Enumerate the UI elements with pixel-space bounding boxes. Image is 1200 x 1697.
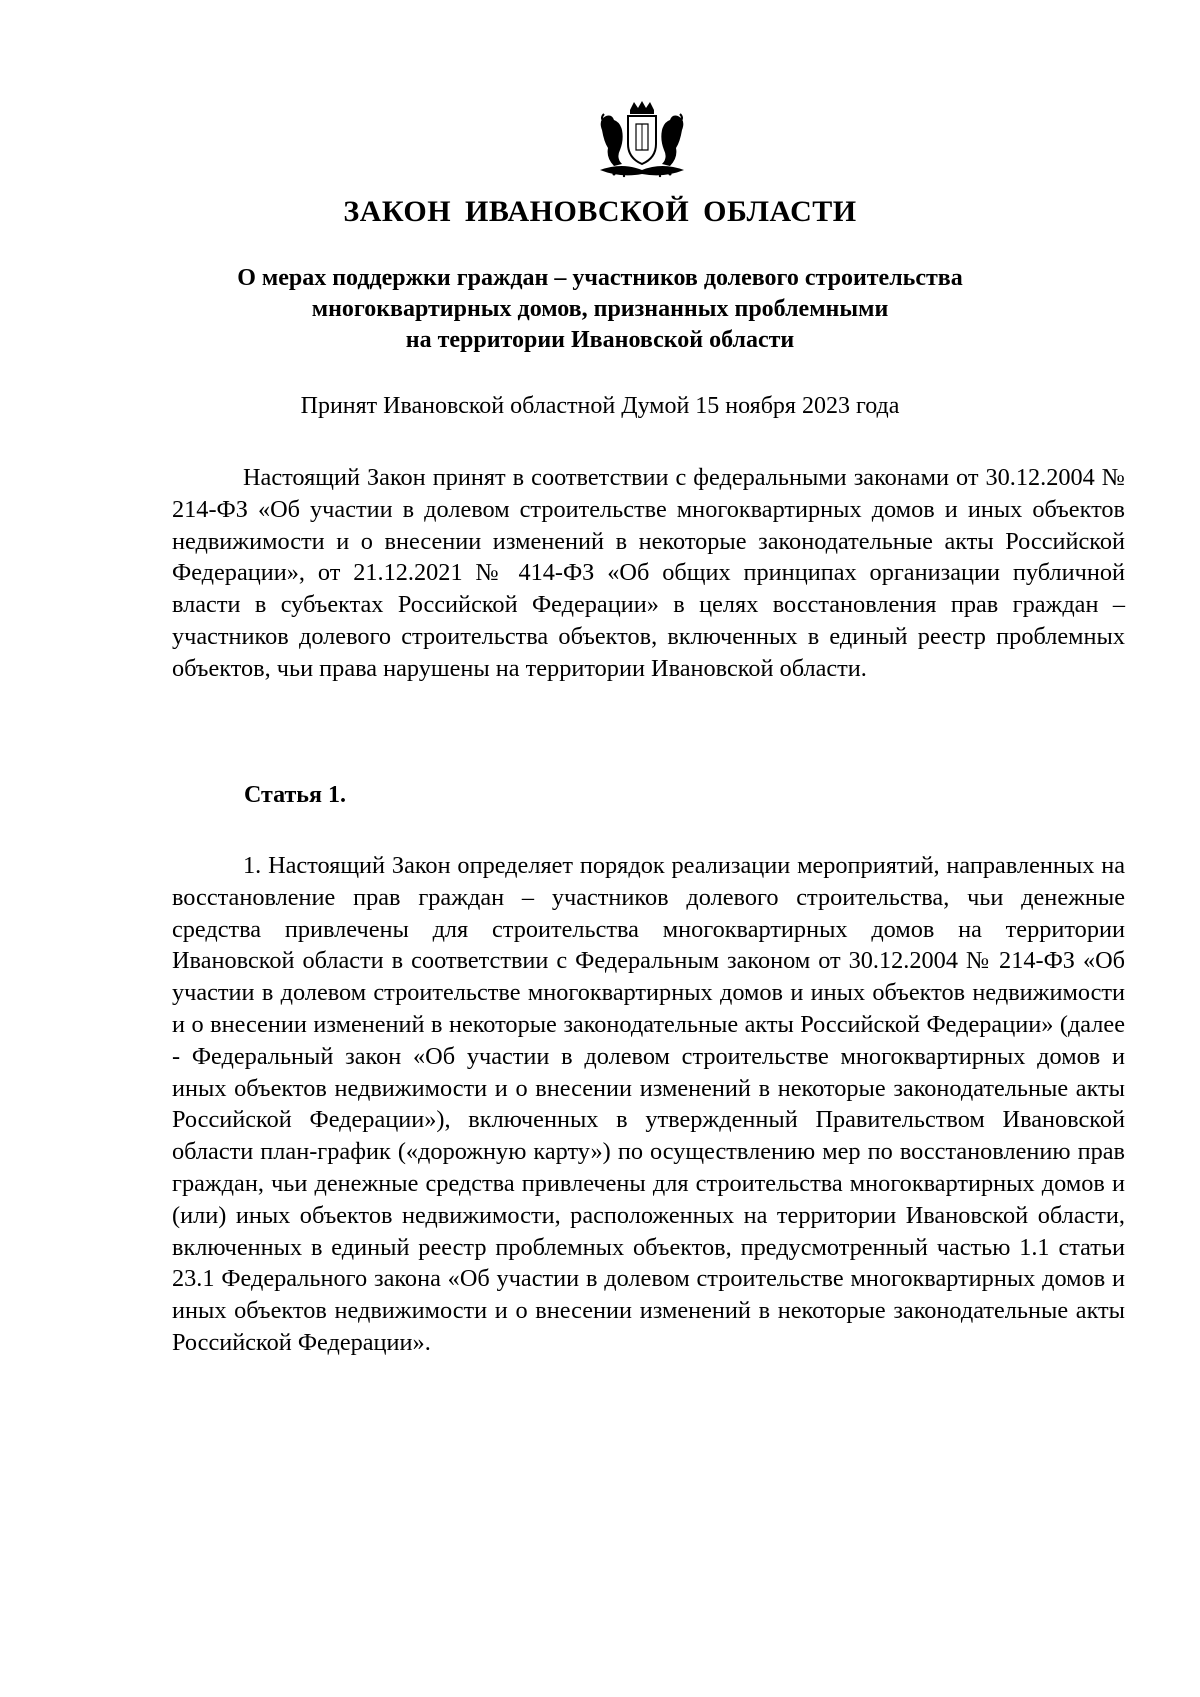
article-1-paragraph-1: 1. Настоящий Закон определяет порядок реализации мероприятий, направленных на восстановление прав граждан – участников долевого строительства, чьи денежные средства привлечены для строительства многоквартирных домов на территории Ивановской области в соответствии с Федеральным законом от 30.12.2004 № 214-ФЗ «Об участии в долевом строительстве многоквартирных домов и иных объектов недвижимости и о внесении изменений в некоторые законодательные акты Российской Федерации» (далее - Федеральный закон «Об участии в долевом строительстве многоквартирных домов и иных объектов недвижимости и о внесении изменений в некоторые законодательные акты Российской Федерации»), включенных в утвержденный Правительством Ивановской области план-график («дорожную карту») по осуществлению мер по восстановлению прав граждан, чьи денежные средства привлечены для строительства многоквартирных домов и (или) иных объектов недвижимости, расположенных на территории Ивановской области, включенных в единый реестр проблемных объектов, предусмотренный частью 1.1 статьи 23.1 Федерального закона «Об участии в долевом строительстве многоквартирных домов и иных объектов недвижимости и о внесении изменений в некоторые законодательные акты Российской Федерации». xyxy=(172,852,1125,1356)
law-title-line: О мерах поддержки граждан – участников долевого строительства xyxy=(237,265,963,291)
law-title-line: на территории Ивановской области xyxy=(405,327,795,353)
adoption-statement: Принят Ивановской областной Думой 15 ноября 2023 года xyxy=(300,393,900,419)
law-title xyxy=(150,263,1050,356)
coat-of-arms-icon xyxy=(594,100,690,180)
law-title-line: многоквартирных домов, признанных проблемными xyxy=(311,296,889,322)
article-1-heading: Статья 1. xyxy=(244,782,346,808)
preamble-paragraph: Настоящий Закон принят в соответствии с федеральными законами от 30.12.2004 № 214-ФЗ «Об участии в долевом строительстве многоквартирных домов и иных объектов недвижимости и о внесении изменений в некоторые законодательные акты Российской Федерации», от 21.12.2021 № 414-ФЗ «Об общих принципах организации публичной власти в субъектах Российской Федерации» в целях восстановления прав граждан – участников долевого строительства объектов, включенных в единый реестр проблемных объектов, чьи права нарушены на территории Ивановской области. xyxy=(172,464,1125,682)
law-type-heading: ЗАКОН ИВАНОВСКОЙ ОБЛАСТИ xyxy=(343,195,857,228)
